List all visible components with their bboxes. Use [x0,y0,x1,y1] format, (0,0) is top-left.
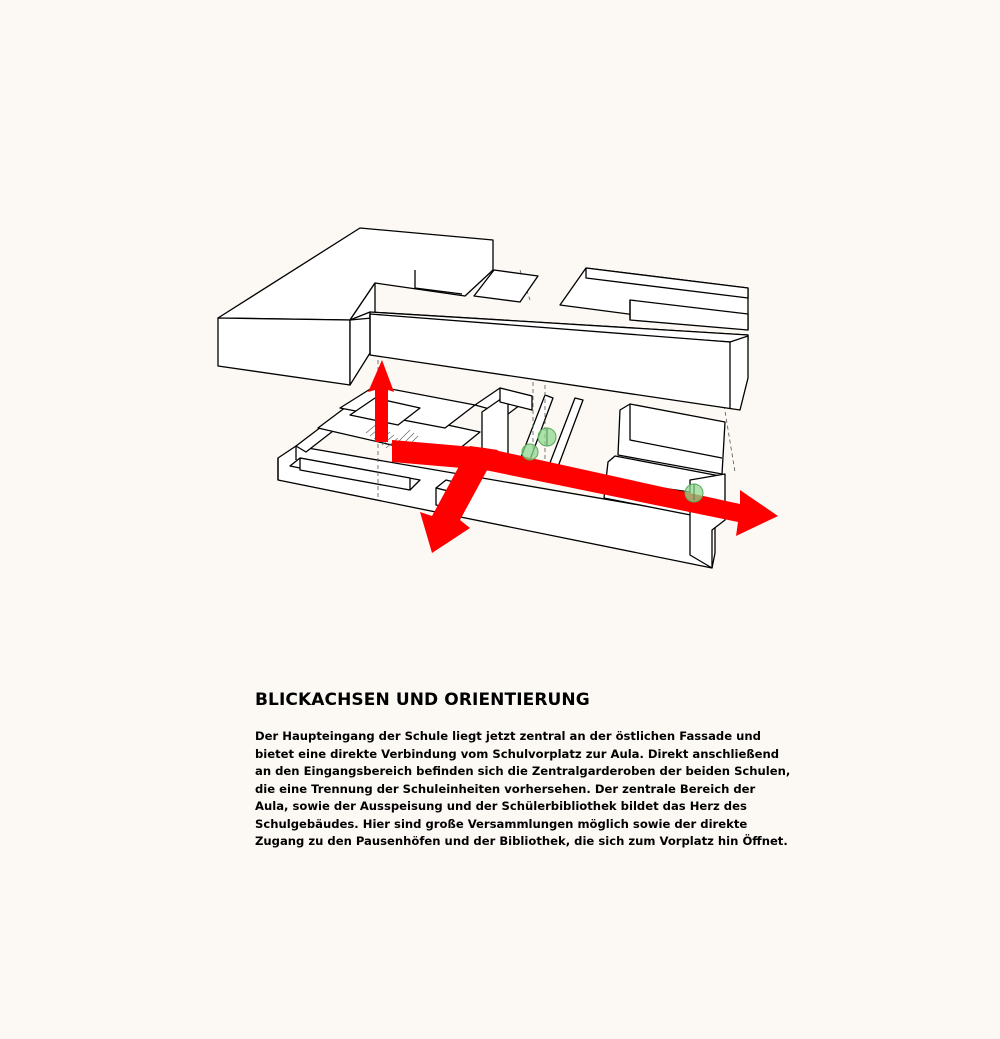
body-line: bietet eine direkte Verbindung vom Schulvorplatz zur Aula. Direkt anschließend [255,746,780,761]
body-paragraph [255,728,791,851]
body-line: Schulgebäudes. Hier sind große Versammlungen möglich sowie der direkte [255,816,748,831]
upper-floor [218,228,748,410]
body-line: Aula, sowie der Ausspeisung und der Schülerbibliothek bildet das Herz des [255,799,747,813]
body-line: die eine Trennung der Schuleinheiten vorhersehen. Der zentrale Bereich der [255,781,756,796]
description-block [255,690,791,851]
tree-icon [522,444,538,460]
ground-floor-walls [278,386,725,568]
body-line: Zugang zu den Pausenhöfen und der Bibliothek, die sich zum Vorplatz hin Öffnet. [255,834,788,848]
body-line: an den Eingangsbereich befinden sich die Zentralgarderoben der beiden Schulen, [255,764,791,778]
section-heading: BLICKACHSEN UND ORIENTIERUNG [255,690,590,710]
body-line: Der Haupteingang der Schule liegt jetzt zentral an der östlichen Fassade und [255,729,761,743]
